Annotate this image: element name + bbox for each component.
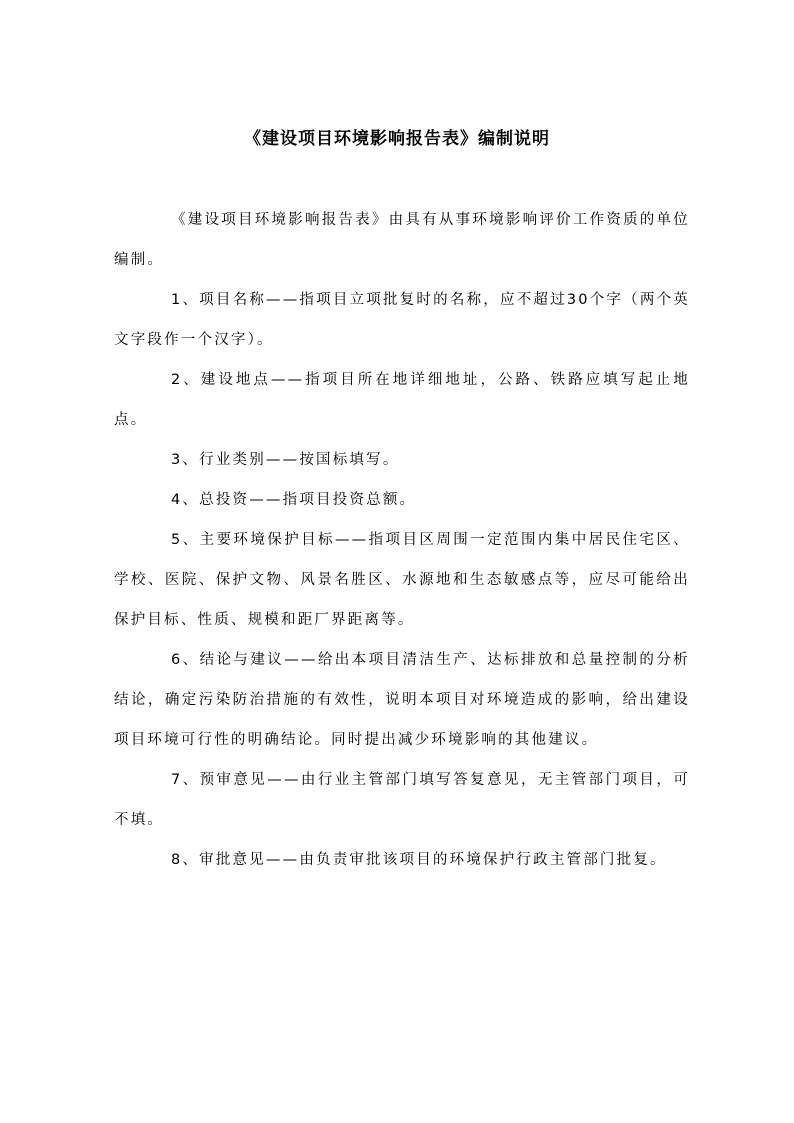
item-protection-targets: 5、主要环境保护目标——指项目区周围一定范围内集中居民住宅区、学校、医院、保护文物、风景名胜区、水源地和生态敏感点等，应尽可能给出保护目标、性质、规模和距厂界距离等。 [114, 532, 690, 628]
item-total-investment: 4、总投资——指项目投资总额。 [171, 492, 417, 508]
item-project-name: 1、项目名称——指项目立项批复时的名称，应不超过30个字（两个英文字段作一个汉字）。 [114, 292, 690, 348]
item-approval-opinion: 8、审批意见——由负责审批该项目的环境保护行政主管部门批复。 [171, 852, 667, 868]
intro-paragraph: 《建设项目环境影响报告表》由具有从事环境影响评价工作资质的单位编制。 [114, 212, 690, 268]
item-construction-site: 2、建设地点——指项目所在地详细地址，公路、铁路应填写起止地点。 [114, 372, 690, 428]
item-industry-category: 3、行业类别——按国标填写。 [171, 452, 400, 468]
document-title: 《建设项目环境影响报告表》编制说明 [244, 129, 550, 149]
item-conclusion-advice: 6、结论与建议——给出本项目清洁生产、达标排放和总量控制的分析结论，确定污染防治措施的有效性，说明本项目对环境造成的影响，给出建设项目环境可行性的明确结论。同时提出减少环境影响的其他建议。 [114, 652, 690, 748]
document-body [114, 200, 690, 880]
item-pre-review-opinion: 7、预审意见——由行业主管部门填写答复意见，无主管部门项目，可不填。 [114, 772, 690, 828]
